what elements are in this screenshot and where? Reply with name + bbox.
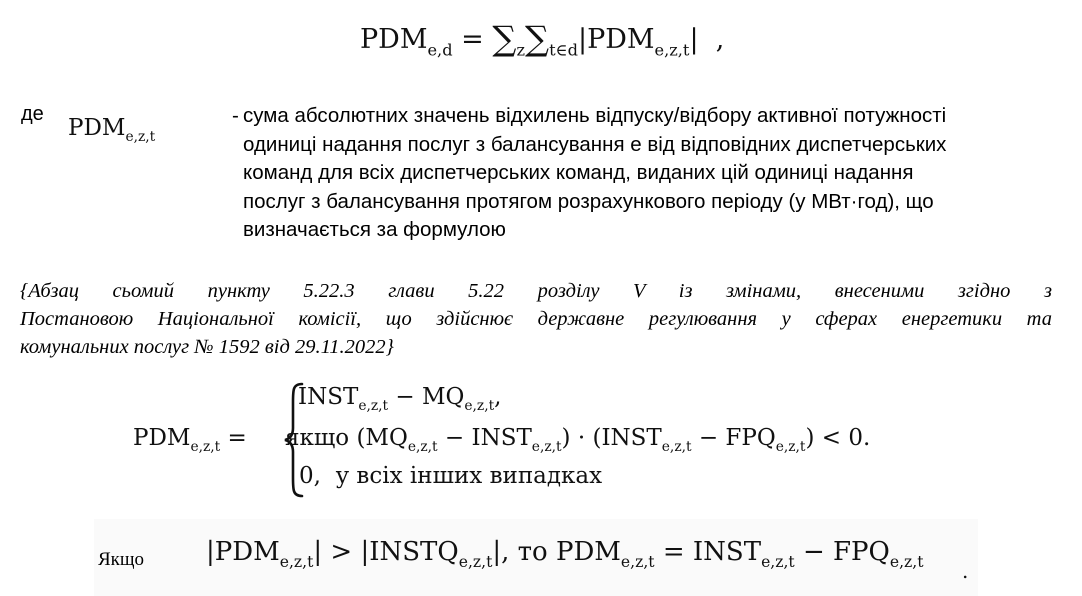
condition-prefix: Якщо [98,549,145,570]
sum-subscript: z [516,40,525,60]
definition-line: - сума абсолютних значень відхилень відпуску/відбору активної потужності [232,102,1054,131]
definition-line: послуг з балансування протягом розрахункового періоду (у МВт·год), що [243,189,934,213]
equals-sign: = [461,24,484,55]
amendment-note-line: {Абзац сьомий пункту 5.22.3 глави 5.22 розділу V із змінами, внесеними згідно з [20,280,1052,302]
formula-pdm-sum [360,14,724,65]
abs-bar-close: | [689,24,699,55]
definition-line: команд для всіх диспетчерських команд, виданих цій одиниці надання [243,161,914,184]
formula-pdm-piecewise [133,382,953,502]
piecewise-case-1: $INST_{e,z,t} - MQ_{e,z,t}$, [298,384,502,415]
definition-symbol-base: PDM [68,115,126,141]
amendment-note [20,277,1052,361]
formula-trailing-comma: , [715,24,725,55]
formula-term-subscript: e,z,t [654,40,690,60]
sum-symbol: ∑ [492,19,517,58]
piecewise-condition: якщо ($MQ_{e,z,t}$ − $INST_{e,z,t}$) · $(INST_{e,z,t} - FPQ_{e,z,t}) < 0$. [285,425,871,456]
formula-term: PDM [587,24,655,55]
formula-lhs-subscript: e,d [427,40,453,60]
equals-sign: = [227,425,247,451]
condition-expression: $|PDM_{e,z,t}|$ > $|INSTQ_{e,z,t}|$, то $PDM_{e,z,t}$ = $INST_{e,z,t} - FPQ_{e,z,t}$ [206,537,924,572]
definition-symbol [68,115,156,146]
sum-subscript: t∈d [549,40,578,60]
formula-trailing-dot: . [962,559,969,583]
amendment-note-line: комунальних послуг № 1592 від 29.11.2022} [20,336,394,358]
formula-pdm-condition [94,519,978,596]
abs-bar-open: | [577,24,588,55]
formula-lhs: PDM [360,24,428,55]
definition-text [232,102,1054,245]
piecewise-case-2: 0, у всіх інших випадках [299,463,603,489]
definition-line: одиниці надання послуг з балансування е від відповідних диспетчерських [243,132,947,156]
definition-line: визначається за формулою [243,218,506,241]
piecewise-lhs: $PDM_{e,z,t}$ = [133,425,247,456]
amendment-note-line: Постановою Національної комісії, що здійснює державне регулювання у сферах енергетики та [20,308,1052,330]
definition-symbol-subscript: e,z,t [125,129,156,146]
definition-dash: - [232,104,239,127]
where-label: де [21,103,44,125]
sum-symbol: ∑ [525,19,550,58]
